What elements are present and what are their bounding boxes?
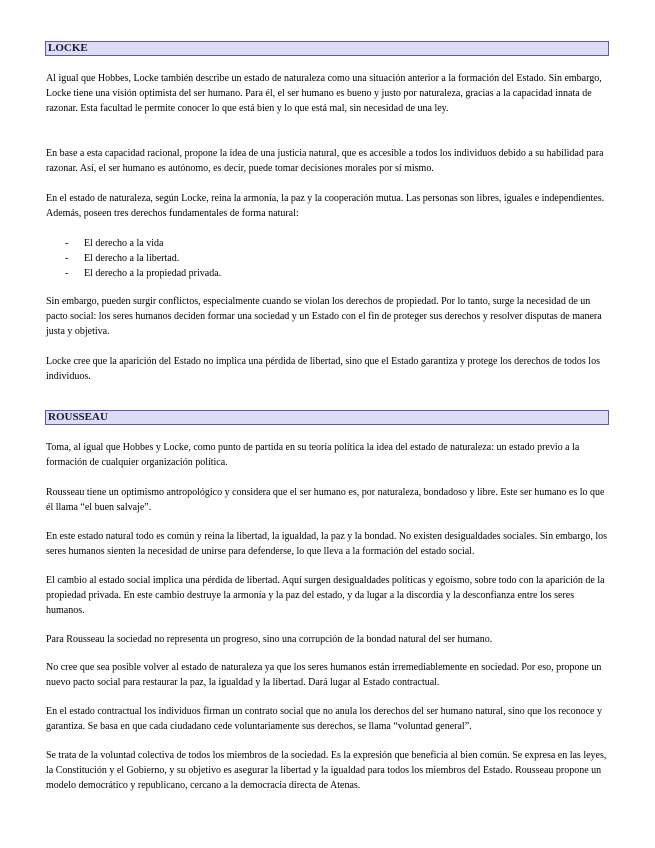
rousseau-paragraph-3: En este estado natural todo es común y reina la libertad, la igualdad, la paz y la bondad. No existen desigualdades sociales. Sin embargo, los seres humanos sienten la necesidad de unirse para defenderse, lo que lleva a la formación del estado social. [46, 531, 608, 557]
section-heading-rousseau: ROUSSEAU [45, 410, 609, 425]
locke-rights-list [46, 236, 606, 281]
rousseau-paragraph-7: En el estado contractual los individuos firman un contrato social que no anula los derechos del ser humano natural, sino que los reconoce y garantiza. Se basa en que cada ciudadano cede voluntariamente sus derechos, se llama “voluntad general”. [46, 706, 602, 732]
rousseau-paragraph-5: Para Rousseau la sociedad no representa un progreso, sino una corrupción de la bondad natural del ser humano. [46, 634, 493, 645]
rousseau-paragraph-6: No cree que sea posible volver al estado de naturaleza ya que los seres humanos están irremediablemente en sociedad. Por eso, propone un nuevo pacto social para restaurar la paz, la igualdad y la libertad. Dará lugar al Estado contractual. [46, 662, 602, 688]
list-item: - El derecho a la vida [65, 238, 164, 249]
locke-paragraph-2: En base a esta capacidad racional, propone la idea de una justicia natural, que es accesible a todos los individuos debido a su habilidad para razonar. Así, el ser humano es autónomo, es decir, puede tomar decisiones morales por sí mismo. [46, 148, 604, 174]
section-heading-locke: LOCKE [45, 41, 609, 56]
rousseau-paragraph-4: El cambio al estado social implica una pérdida de libertad. Aquí surgen desigualdades políticas y egoísmo, sobre todo con la aparición de la propiedad privada. En este cambio destruye la armonía y la paz del estado, y da lugar a la discordia y la desconfianza entre los seres humanos. [46, 575, 605, 616]
list-item: - El derecho a la libertad. [65, 253, 180, 264]
locke-paragraph-5: Locke cree que la aparición del Estado no implica una pérdida de libertad, sino que el Estado garantiza y protege los derechos de todos los individuos. [46, 356, 600, 382]
locke-paragraph-4: Sin embargo, pueden surgir conflictos, especialmente cuando se violan los derechos de propiedad. Por lo tanto, surge la necesidad de un pacto social: los seres humanos deciden formar una sociedad y un Estado con el fin de proteger sus derechos y resolver disputas de manera justa y objetiva. [46, 296, 602, 337]
list-item: - El derecho a la propiedad privada. [65, 268, 222, 279]
rousseau-paragraph-1: Toma, al igual que Hobbes y Locke, como punto de partida en su teoría política la idea del estado de naturaleza: un estado previo a la formación de cualquier organización política. [46, 442, 580, 468]
rousseau-paragraph-8: Se trata de la voluntad colectiva de todos los miembros de la sociedad. Es la expresión que beneficia al bien común. Se expresa en las leyes, la Constitución y el Gobierno, y su objetivo es asegurar la libertad y la igualdad para todos los miembros del Estado. Rousseau propone un modelo democrático y republicano, cercano a la democracia directa de Atenas. [46, 750, 607, 791]
locke-paragraph-3: En el estado de naturaleza, según Locke, reina la armonía, la paz y la cooperación mutua. Las personas son libres, iguales e independientes. Además, poseen tres derechos fundamentales de forma natural: [46, 193, 605, 219]
locke-paragraph-1: Al igual que Hobbes, Locke también describe un estado de naturaleza como una situación anterior a la formación del Estado. Sin embargo, Locke tiene una visión optimista del ser humano. Para él, el ser humano es bueno y justo por naturaleza, gracias a la capacidad innata de razonar. Esta facultad le permite conocer lo que está bien y lo que está mal, sin necesidad de una ley. [46, 73, 602, 114]
rousseau-paragraph-2: Rousseau tiene un optimismo antropológico y considera que el ser humano es, por naturaleza, bondadoso y libre. Este ser humano es lo que él llama “el buen salvaje”. [46, 487, 605, 513]
